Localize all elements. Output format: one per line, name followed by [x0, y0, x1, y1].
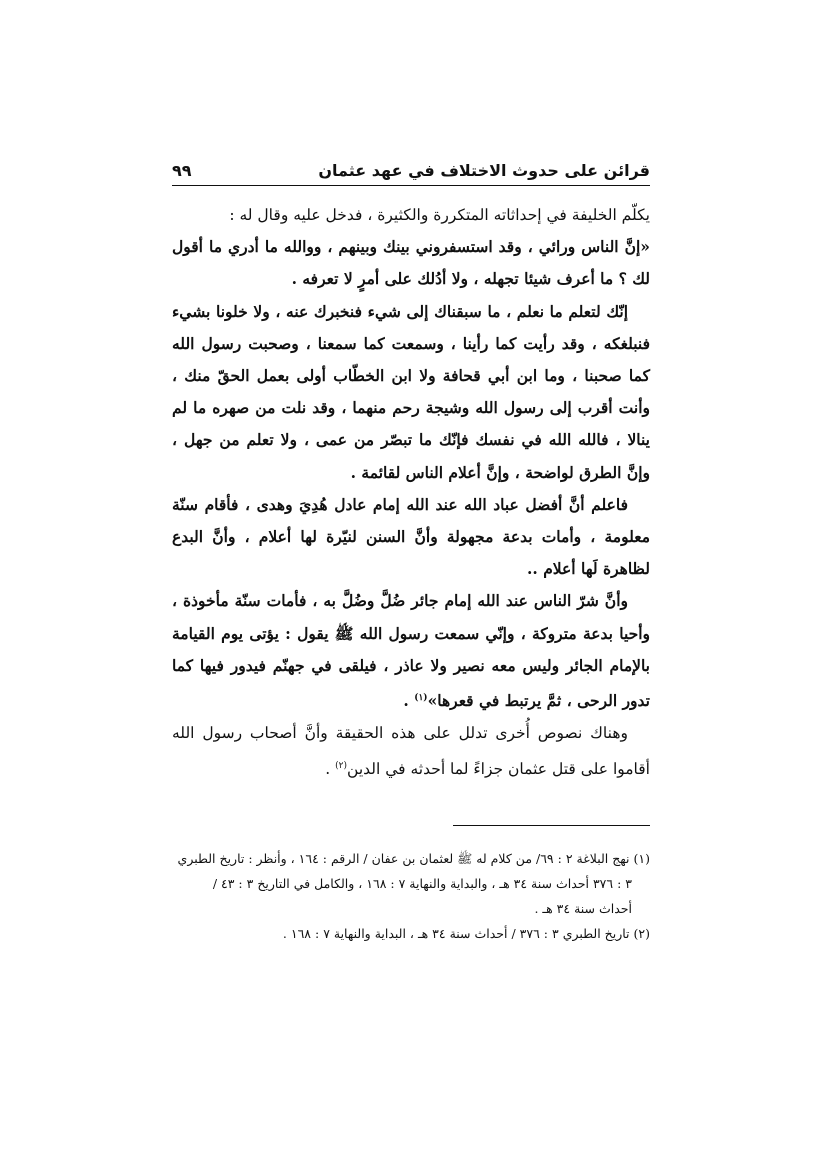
quote-end-period: . [403, 691, 415, 711]
paragraph-quote-just-imam: فاعلم أنَّ أفضل عباد الله عند الله إمام عادل هُدِيَ وهدى ، فأقام سنّة معلومة ، وأمات بدعة مجهولة وأنَّ السنن لنيّرة لها أعلام ، وأنَّ البدع لظاهرة لَها أعلام .. [172, 494, 650, 579]
footnote-1-line-3: أحداث سنة ٣٤ هـ . [534, 901, 632, 916]
paragraph-quote-unjust-imam [172, 585, 650, 717]
paragraph-quote-opening: «إنَّ الناس ورائي ، وقد استسفروني بينك وبينهم ، ووالله ما أدري ما أقول لك ؟ ما أعرف شيئا تجهله ، ولا أدُلك على أمرٍ لا تعرفه . [172, 237, 650, 289]
page-header [172, 150, 650, 180]
footnote-1-line-2: ٣ : ٣٧٦ أحداث سنة ٣٤ هـ ، والبداية والنهاية ٧ : ١٦٨ ، والكامل في التاريخ ٣ : ٤٣ / [212, 876, 632, 891]
footnotes [172, 846, 650, 946]
running-title: قرائن على حدوث الاختلاف في عهد عثمان [318, 161, 650, 180]
quote-end-text: وأنَّ شرّ الناس عند الله إمام جائر ضُلَّ وضُلَّ به ، فأمات سنّة مأخوذة ، وأحيا بدعة متروكة ، وإنّي سمعت رسول الله ﷺ يقول : يؤتى يوم القيامة بالإمام الجائر وليس معه نصير ولا عاذر ، فيلقى في جهنّم فيدور فيها كما تدور الرحى ، ثمَّ يرتبط في قعرها» [172, 591, 650, 711]
footnote-2: (٢) تاريخ الطبري ٣ : ٣٧٦ / أحداث سنة ٣٤ هـ ، البداية والنهاية ٧ : ١٦٨ . [282, 926, 650, 941]
main-text [172, 199, 650, 785]
paragraph-intro: يكلّم الخليفة في إحداثاته المتكررة والكثيرة ، فدخل عليه وقال له : [229, 206, 650, 224]
footnote-1-line-1: (١) نهج البلاغة ٢ : ٦٩/ من كلام له ﷺ لعثمان بن عفان / الرقم : ١٦٤ ، وأنظر : تاريخ الطبري [177, 851, 650, 866]
paragraph-closing [172, 717, 650, 785]
paragraph-quote-body: إنّك لتعلم ما نعلم ، ما سبقناك إلى شيء فنخبرك عنه ، ولا خلونا بشيء فنبلغكه ، وقد رأيت كما رأينا ، وسمعت كما سمعنا ، وصحبت رسول الله كما صحبنا ، وما ابن أبي قحافة ولا ابن الخطّاب أولى بعمل الحقّ منك ، وأنت أقرب إلى رسول الله وشيجة رحم منهما ، وقد نلت من صهره ما لم ينالا ، فالله الله في نفسك فإنّك ما تبصّر من عمى ، ولا تعلم من جهل ، وإنَّ الطرق لواضحة ، وإنَّ أعلام الناس لقائمة . [172, 301, 651, 482]
closing-text: وهناك نصوص أُخرى تدلل على هذه الحقيقة وأنَّ أصحاب رسول الله أقاموا على قتل عثمان جزاءً لما أحدثه في الدين [172, 724, 650, 778]
footnote-ref-1: (١) [414, 693, 428, 704]
footnote-separator [453, 825, 650, 826]
closing-period: . [325, 759, 336, 778]
header-rule [172, 185, 650, 186]
footnote-ref-2: (٢) [335, 760, 348, 771]
page-number: ٩٩ [172, 161, 192, 180]
